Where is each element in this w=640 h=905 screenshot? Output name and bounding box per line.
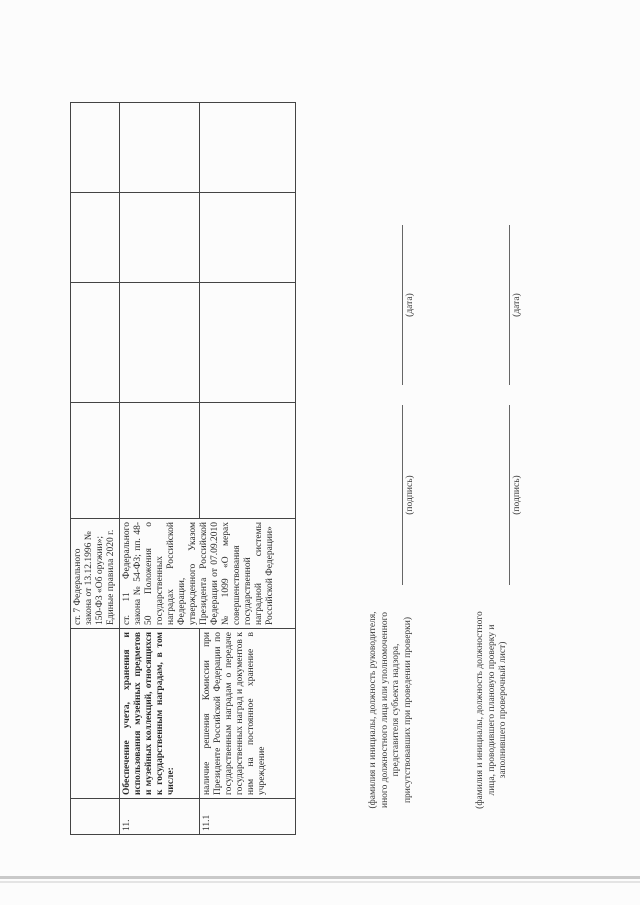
rotated-content bbox=[70, 45, 570, 835]
signature-caption: (фамилия и инициалы, должность руководителя, иного должностного лица или уполномоченного представителя субъекта надзора, присутствовавших при проведении проверки) bbox=[368, 611, 413, 809]
checklist-table bbox=[70, 102, 296, 835]
cell-empty bbox=[71, 629, 120, 799]
cell-empty bbox=[120, 403, 200, 519]
signature-block-inspector bbox=[475, 45, 555, 835]
signature-line bbox=[402, 405, 403, 585]
cell-empty bbox=[120, 103, 200, 193]
cell-empty bbox=[71, 103, 120, 193]
table-row-11-1 bbox=[200, 103, 296, 835]
cell-empty bbox=[71, 403, 120, 519]
signature-caption: (фамилия и инициалы, должность должностного лица, проводившего плановую проверку и заполнившего проверочный лист) bbox=[475, 611, 508, 809]
signature-label: (подпись) bbox=[512, 475, 522, 515]
cell-empty bbox=[120, 283, 200, 403]
table-row-11 bbox=[120, 103, 200, 835]
cell-law-ref: ст. 7 Федерального закона от 13.12.1996 № 150-ФЗ «Об оружии»; Единые правила 2020 г. bbox=[71, 519, 120, 629]
cell-empty bbox=[71, 283, 120, 403]
signature-block-inspected bbox=[368, 45, 458, 835]
scan-edge-shadow bbox=[0, 881, 640, 883]
date-line bbox=[402, 225, 403, 385]
date-label: (дата) bbox=[405, 293, 415, 317]
requirement-text: Обеспечение учета, хранения и использования музейных предметов и музейных коллекций, относящихся к государственным наградам, в том числе: bbox=[120, 629, 200, 799]
date-label: (дата) bbox=[512, 293, 522, 317]
cell-empty bbox=[71, 193, 120, 283]
row-number: 11. bbox=[120, 799, 200, 835]
signature-line bbox=[509, 405, 510, 585]
cell-empty bbox=[200, 283, 296, 403]
table-row-continuation bbox=[71, 103, 120, 835]
date-line bbox=[509, 225, 510, 385]
scan-edge-shadow bbox=[0, 876, 640, 879]
cell-empty bbox=[120, 193, 200, 283]
row-number: 11.1 bbox=[200, 799, 296, 835]
law-reference: ст. 11 Федерального закона № 54-ФЗ; пп. 48-50 Положения о государственных наградах Российской Федерации, утвержденного Указом Президента Российской Федерации от 07.09.2010 № 1099 «О мерах совершенствования государственной наградной системы Российской Федерации» bbox=[120, 519, 296, 629]
signature-label: (подпись) bbox=[405, 475, 415, 515]
requirement-text: наличие решения Комиссии при Президенте Российской Федерации по государственным наградам о передаче государственных наград и документов к ним на постоянное хранение в учреждение bbox=[200, 629, 296, 799]
cell-empty bbox=[200, 193, 296, 283]
cell-empty bbox=[200, 103, 296, 193]
cell-empty bbox=[71, 799, 120, 835]
cell-empty bbox=[200, 403, 296, 519]
